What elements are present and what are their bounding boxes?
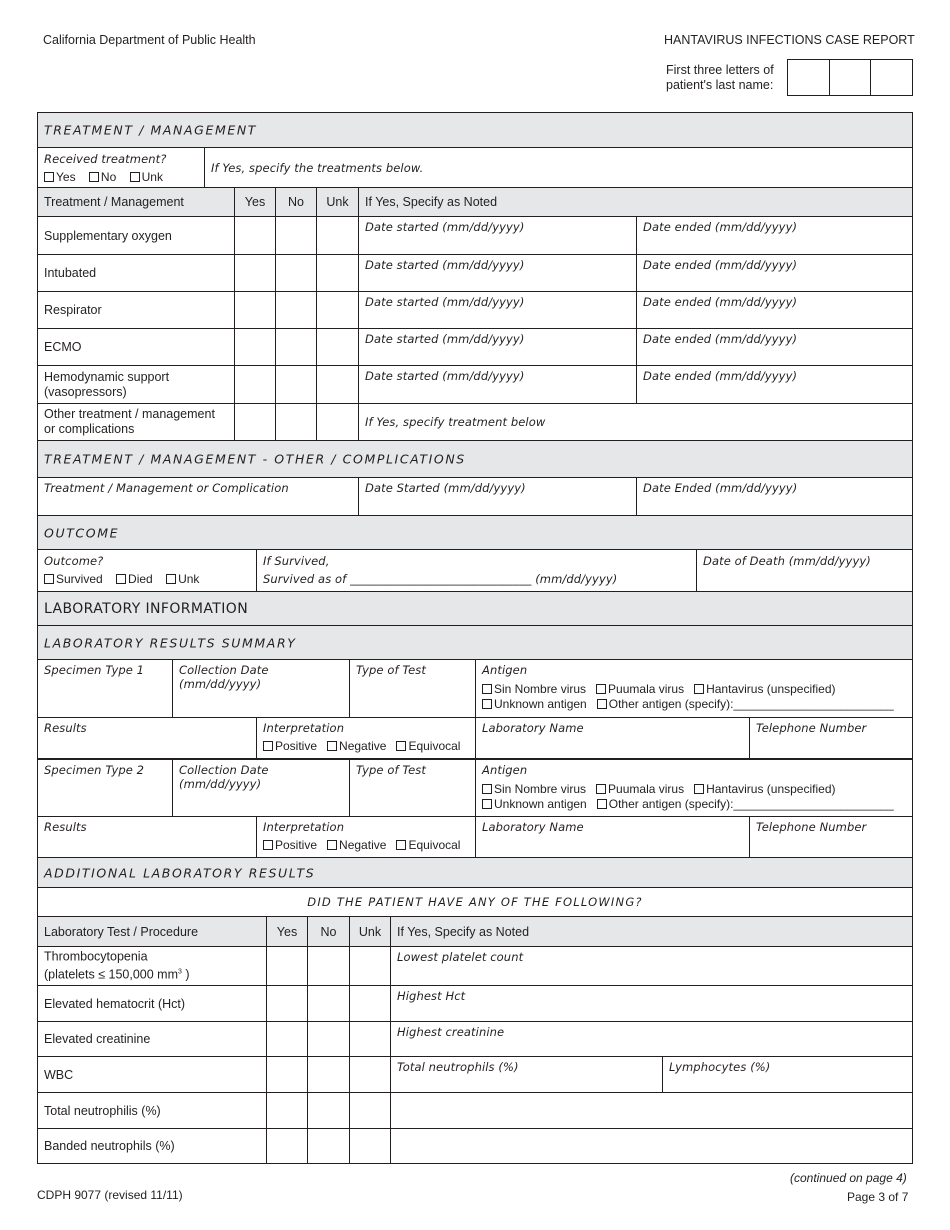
treatment-row xyxy=(37,329,913,366)
yes-cell[interactable] xyxy=(234,217,275,254)
checkbox[interactable] xyxy=(482,699,492,709)
option-sin-nombre[interactable] xyxy=(482,682,586,696)
field-label: Date started (mm/dd/yyyy) xyxy=(365,295,525,309)
date-ended-field[interactable] xyxy=(636,292,912,328)
option-no[interactable] xyxy=(89,170,116,184)
section-header-treatment xyxy=(37,112,913,148)
outcome-options xyxy=(44,572,209,586)
page-number: Page 3 of 7 xyxy=(847,1190,909,1204)
field-label: Collection Date (mm/dd/yyyy) xyxy=(179,663,269,691)
option-label: Equivocal xyxy=(408,739,461,753)
date-started-field[interactable] xyxy=(358,478,636,515)
antigen-options-row-2 xyxy=(482,697,894,711)
lab-test-row xyxy=(37,1057,913,1093)
field-label: Date of Death (mm/dd/yyyy) xyxy=(703,554,871,568)
col-label: Yes xyxy=(244,195,266,209)
option-hantavirus-unspecified[interactable] xyxy=(694,682,835,696)
col-label: Unk xyxy=(326,195,349,209)
option-unk[interactable] xyxy=(166,572,199,586)
continued-note: (continued on page 4) xyxy=(790,1171,907,1185)
yes-cell[interactable] xyxy=(266,1129,307,1163)
option-label: Puumala virus xyxy=(608,682,685,696)
field-label: Highest creatinine xyxy=(397,1025,505,1039)
lymphocytes-field[interactable] xyxy=(662,1057,912,1092)
col-label: Yes xyxy=(276,924,298,939)
col-yes xyxy=(234,188,275,216)
option-label: Other antigen (specify):________________________ xyxy=(608,797,894,811)
row-label xyxy=(44,949,190,982)
col-specify xyxy=(390,917,912,946)
row-label: Respirator xyxy=(44,303,102,317)
option-label: Positive xyxy=(275,838,318,852)
lab-test-row xyxy=(37,1093,913,1129)
date-started-field[interactable] xyxy=(358,255,636,291)
yes-cell[interactable] xyxy=(234,366,275,403)
lab-test-row xyxy=(37,1022,913,1057)
option-died[interactable] xyxy=(116,572,153,586)
lab-test-row xyxy=(37,947,913,986)
type-of-test-field[interactable] xyxy=(349,760,475,816)
lab-test-row xyxy=(37,1129,913,1164)
date-ended-field[interactable] xyxy=(636,217,912,254)
section-title: LABORATORY RESULTS SUMMARY xyxy=(44,635,297,650)
col-label: No xyxy=(288,195,304,209)
option-label: Unk xyxy=(141,170,163,184)
yes-cell[interactable] xyxy=(266,1057,307,1092)
received-treatment-question: Received treatment? xyxy=(44,152,167,166)
option-label: Died xyxy=(128,572,153,586)
additional-question-row xyxy=(37,888,913,917)
checkbox[interactable] xyxy=(166,574,176,584)
option-label: Other antigen (specify):________________________ xyxy=(608,697,894,711)
option-yes[interactable] xyxy=(44,170,76,184)
unk-cell[interactable] xyxy=(316,255,358,291)
option-label: Hantavirus (unspecified) xyxy=(706,782,836,796)
option-label: Puumala virus xyxy=(608,782,685,796)
antigen-options-row-1 xyxy=(482,682,836,696)
report-title: HANTAVIRUS INFECTIONS CASE REPORT xyxy=(664,33,915,47)
unk-cell[interactable] xyxy=(349,1022,390,1056)
option-label: Unknown antigen xyxy=(494,797,587,811)
checkbox[interactable] xyxy=(597,799,607,809)
checkbox[interactable] xyxy=(597,699,607,709)
field-label: Total neutrophils (%) xyxy=(397,1060,519,1074)
checkbox[interactable] xyxy=(44,172,54,182)
row-label: ECMO xyxy=(44,340,82,354)
unk-cell[interactable] xyxy=(349,1129,390,1163)
option-negative[interactable] xyxy=(327,838,386,852)
row-label: Elevated creatinine xyxy=(44,1032,151,1046)
other-complication-row xyxy=(37,478,913,516)
field-label: Highest Hct xyxy=(397,989,466,1003)
option-negative[interactable] xyxy=(327,739,386,753)
date-started-field[interactable] xyxy=(358,217,636,254)
date-started-field[interactable] xyxy=(358,366,636,403)
letter-box-2[interactable] xyxy=(830,60,872,95)
option-equivocal[interactable] xyxy=(396,838,460,852)
if-survived-label: If Survived, xyxy=(263,554,330,568)
option-other-antigen[interactable] xyxy=(597,697,894,711)
option-unk[interactable] xyxy=(130,170,163,184)
yes-cell[interactable] xyxy=(234,255,275,291)
date-ended-field[interactable] xyxy=(636,329,912,365)
checkbox[interactable] xyxy=(396,840,406,850)
interpretation-options xyxy=(263,739,460,753)
highest-hct-field[interactable] xyxy=(390,986,912,1021)
col-no xyxy=(307,917,349,946)
additional-column-headers xyxy=(37,917,913,947)
field-label: Date started (mm/dd/yyyy) xyxy=(365,258,525,272)
letter-box-1[interactable] xyxy=(788,60,830,95)
outcome-question: Outcome? xyxy=(44,554,104,568)
option-hantavirus-unspecified[interactable] xyxy=(694,782,835,796)
yes-cell[interactable] xyxy=(234,404,275,440)
checkbox[interactable] xyxy=(89,172,99,182)
treatment-row xyxy=(37,292,913,329)
option-label: No xyxy=(100,170,117,184)
option-other-antigen[interactable] xyxy=(597,797,894,811)
no-cell[interactable] xyxy=(275,329,316,365)
checkbox[interactable] xyxy=(596,684,606,694)
col-label: If Yes, Specify as Noted xyxy=(397,924,530,939)
row-label-line-1: Thrombocytopenia xyxy=(44,949,148,964)
antigen-field xyxy=(475,660,912,717)
interpretation-field xyxy=(256,718,475,758)
agency-name: California Department of Public Health xyxy=(43,33,256,47)
outcome-row xyxy=(37,550,913,592)
option-label: Sin Nombre virus xyxy=(494,782,587,796)
option-label: Negative xyxy=(339,739,387,753)
option-unknown-antigen[interactable] xyxy=(482,697,587,711)
row-label: Supplementary oxygen xyxy=(44,228,172,243)
field-label: Type of Test xyxy=(356,663,426,677)
unk-cell[interactable] xyxy=(316,292,358,328)
row-label: Elevated hematocrit (Hct) xyxy=(44,996,186,1011)
field-label: Interpretation xyxy=(263,721,345,735)
option-positive[interactable] xyxy=(263,739,317,753)
option-label: Negative xyxy=(339,838,387,852)
row-label: Other treatment / management or complications xyxy=(44,407,215,436)
yes-cell[interactable] xyxy=(266,1022,307,1056)
checkbox[interactable] xyxy=(482,684,492,694)
checkbox[interactable] xyxy=(694,684,704,694)
field-label: Telephone Number xyxy=(756,820,867,834)
case-report-form xyxy=(37,112,913,1164)
unk-cell[interactable] xyxy=(316,366,358,403)
no-cell[interactable] xyxy=(307,947,349,985)
col-yes xyxy=(266,917,307,946)
antigen-options-row-2 xyxy=(482,797,894,811)
option-puumala[interactable] xyxy=(596,782,684,796)
survived-as-of-field[interactable] xyxy=(256,550,696,591)
option-label: Unknown antigen xyxy=(494,697,587,711)
section-header-other xyxy=(37,441,913,478)
field-label: Interpretation xyxy=(263,820,345,834)
section-title: LABORATORY INFORMATION xyxy=(44,600,249,617)
option-label: Survived xyxy=(56,572,103,586)
col-label: If Yes, Specify as Noted xyxy=(365,195,498,209)
total-neutrophils-field[interactable] xyxy=(390,1057,662,1092)
specimen-1-row xyxy=(37,660,913,718)
lab-test-row xyxy=(37,986,913,1022)
unk-cell[interactable] xyxy=(316,217,358,254)
last-name-label: First three letters of patient's last name: xyxy=(666,63,774,92)
if-yes-cell[interactable] xyxy=(204,148,912,187)
date-started-field[interactable] xyxy=(358,292,636,328)
interpretation-options xyxy=(263,838,460,852)
highest-creatinine-field[interactable] xyxy=(390,1022,912,1056)
no-cell[interactable] xyxy=(307,1093,349,1128)
option-unknown-antigen[interactable] xyxy=(482,797,587,811)
row-label: WBC xyxy=(44,1067,74,1082)
results-field[interactable]: Results xyxy=(44,820,87,834)
no-cell[interactable] xyxy=(307,1022,349,1056)
no-cell[interactable] xyxy=(307,1129,349,1163)
yes-cell[interactable] xyxy=(266,986,307,1021)
specimen-2-row xyxy=(37,760,913,817)
specimen-2-results-row xyxy=(37,817,913,858)
col-unk xyxy=(316,188,358,216)
field-label: Date Ended (mm/dd/yyyy) xyxy=(643,481,798,495)
date-started-field[interactable] xyxy=(358,329,636,365)
row-label: Total neutrophilis (%) xyxy=(44,1103,161,1118)
checkbox[interactable] xyxy=(327,840,337,850)
date-ended-field[interactable] xyxy=(636,478,912,515)
field-label: Collection Date (mm/dd/yyyy) xyxy=(179,763,269,791)
unk-cell[interactable] xyxy=(349,986,390,1021)
specimen-1-results-row xyxy=(37,718,913,760)
last-name-letters xyxy=(787,59,913,96)
section-header-lab-summary xyxy=(37,626,913,660)
field-label: Date ended (mm/dd/yyyy) xyxy=(643,258,798,272)
laboratory-name-field[interactable] xyxy=(475,718,749,758)
collection-date-field[interactable] xyxy=(172,760,349,816)
field-label: Date started (mm/dd/yyyy) xyxy=(365,220,525,234)
field-label: Date ended (mm/dd/yyyy) xyxy=(643,332,798,346)
no-cell[interactable] xyxy=(275,366,316,403)
field-label: Lymphocytes (%) xyxy=(669,1060,771,1074)
unk-cell[interactable] xyxy=(349,1057,390,1092)
option-survived[interactable] xyxy=(44,572,103,586)
section-title: ADDITIONAL LABORATORY RESULTS xyxy=(44,865,316,880)
option-label: Yes xyxy=(56,170,76,184)
no-cell[interactable] xyxy=(275,217,316,254)
row-label: Intubated xyxy=(44,266,97,280)
specify-field[interactable] xyxy=(390,1093,912,1128)
specimen-type-field[interactable]: Specimen Type 2 xyxy=(44,763,145,777)
unk-cell[interactable] xyxy=(349,947,390,985)
letter-box-3[interactable] xyxy=(871,60,912,95)
specify-field[interactable] xyxy=(390,1129,912,1163)
no-cell[interactable] xyxy=(275,292,316,328)
checkbox[interactable] xyxy=(44,574,54,584)
option-puumala[interactable] xyxy=(596,682,684,696)
date-ended-field[interactable] xyxy=(636,255,912,291)
treatment-row xyxy=(37,404,913,441)
collection-date-field[interactable] xyxy=(172,660,349,717)
field-label: Date started (mm/dd/yyyy) xyxy=(365,369,525,383)
lowest-platelet-field[interactable] xyxy=(390,947,912,985)
laboratory-name-field[interactable] xyxy=(475,817,749,857)
field-label: Date ended (mm/dd/yyyy) xyxy=(643,295,798,309)
col-test: Laboratory Test / Procedure xyxy=(44,924,199,939)
checkbox[interactable] xyxy=(596,784,606,794)
telephone-field[interactable] xyxy=(749,817,912,857)
unk-cell[interactable] xyxy=(349,1093,390,1128)
checkbox[interactable] xyxy=(482,799,492,809)
complication-field[interactable]: Treatment / Management or Complication xyxy=(44,481,289,495)
field-label: Laboratory Name xyxy=(482,721,584,735)
section-header-lab-info xyxy=(37,592,913,626)
section-title: OUTCOME xyxy=(44,525,120,540)
col-no xyxy=(275,188,316,216)
option-positive[interactable] xyxy=(263,838,317,852)
row-label-line-2 xyxy=(44,964,190,982)
antigen-options-row-1 xyxy=(482,782,836,796)
no-cell[interactable] xyxy=(307,1057,349,1092)
field-label: Antigen xyxy=(482,663,528,677)
no-cell[interactable] xyxy=(275,404,316,440)
treatment-row xyxy=(37,366,913,404)
antigen-field xyxy=(475,760,912,816)
col-label: No xyxy=(320,924,337,939)
treatment-row xyxy=(37,255,913,292)
type-of-test-field[interactable] xyxy=(349,660,475,717)
row-label: Banded neutrophils (%) xyxy=(44,1139,175,1153)
unk-cell[interactable] xyxy=(316,404,358,440)
col-unk xyxy=(349,917,390,946)
checkbox[interactable] xyxy=(327,741,337,751)
checkbox[interactable] xyxy=(116,574,126,584)
survived-as-of-label: Survived as of _______________________________ (mm/dd/yyyy) xyxy=(263,572,618,586)
field-label: If Yes, specify treatment below xyxy=(365,415,546,429)
unk-cell[interactable] xyxy=(316,329,358,365)
field-label: Lowest platelet count xyxy=(397,950,524,964)
field-label: Date started (mm/dd/yyyy) xyxy=(365,332,525,346)
received-treatment-options xyxy=(44,170,173,184)
section-header-outcome xyxy=(37,516,913,550)
section-title: TREATMENT / MANAGEMENT xyxy=(44,122,258,138)
field-label: Date ended (mm/dd/yyyy) xyxy=(643,220,798,234)
treatment-column-headers xyxy=(37,188,913,217)
checkbox[interactable] xyxy=(263,741,273,751)
checkbox[interactable] xyxy=(694,784,704,794)
if-yes-note: If Yes, specify the treatments below. xyxy=(211,160,424,175)
option-sin-nombre[interactable] xyxy=(482,782,586,796)
col-specify xyxy=(358,188,912,216)
specimen-type-field[interactable]: Specimen Type 1 xyxy=(44,663,145,677)
row-label-text: (platelets ≤ 150,000 mm xyxy=(44,967,179,982)
received-treatment-row xyxy=(37,148,913,188)
section-header-additional-lab xyxy=(37,858,913,888)
section-title: TREATMENT / MANAGEMENT - OTHER / COMPLICATIONS xyxy=(44,451,466,467)
specify-field[interactable] xyxy=(358,404,912,440)
treatment-row xyxy=(37,217,913,255)
superscript: 3 xyxy=(178,968,182,976)
no-cell[interactable] xyxy=(275,255,316,291)
field-label: Type of Test xyxy=(356,763,426,777)
date-ended-field[interactable] xyxy=(636,366,912,403)
option-label: Sin Nombre virus xyxy=(494,682,587,696)
yes-cell[interactable] xyxy=(266,1093,307,1128)
yes-cell[interactable] xyxy=(234,329,275,365)
field-label: Date ended (mm/dd/yyyy) xyxy=(643,369,798,383)
date-of-death-field[interactable] xyxy=(696,550,912,591)
checkbox[interactable] xyxy=(263,840,273,850)
additional-question: DID THE PATIENT HAVE ANY OF THE FOLLOWING? xyxy=(307,895,643,909)
field-label: Date Started (mm/dd/yyyy) xyxy=(365,481,526,495)
checkbox[interactable] xyxy=(482,784,492,794)
yes-cell[interactable] xyxy=(234,292,275,328)
field-label: Laboratory Name xyxy=(482,820,584,834)
yes-cell[interactable] xyxy=(266,947,307,985)
no-cell[interactable] xyxy=(307,986,349,1021)
checkbox[interactable] xyxy=(130,172,140,182)
field-label: Antigen xyxy=(482,763,528,777)
telephone-field[interactable] xyxy=(749,718,912,758)
col-label: Unk xyxy=(358,924,382,939)
results-field[interactable]: Results xyxy=(44,721,87,735)
row-label: Hemodynamic support (vasopressors) xyxy=(44,369,170,399)
option-equivocal[interactable] xyxy=(396,739,460,753)
form-id: CDPH 9077 (revised 11/11) xyxy=(37,1188,183,1202)
field-label: Telephone Number xyxy=(756,721,867,735)
option-label: Equivocal xyxy=(408,838,461,852)
row-label-text: ) xyxy=(181,967,190,982)
interpretation-field xyxy=(256,817,475,857)
col-treatment: Treatment / Management xyxy=(44,195,184,209)
option-label: Hantavirus (unspecified) xyxy=(706,682,836,696)
option-label: Unk xyxy=(178,572,200,586)
option-label: Positive xyxy=(275,739,318,753)
checkbox[interactable] xyxy=(396,741,406,751)
